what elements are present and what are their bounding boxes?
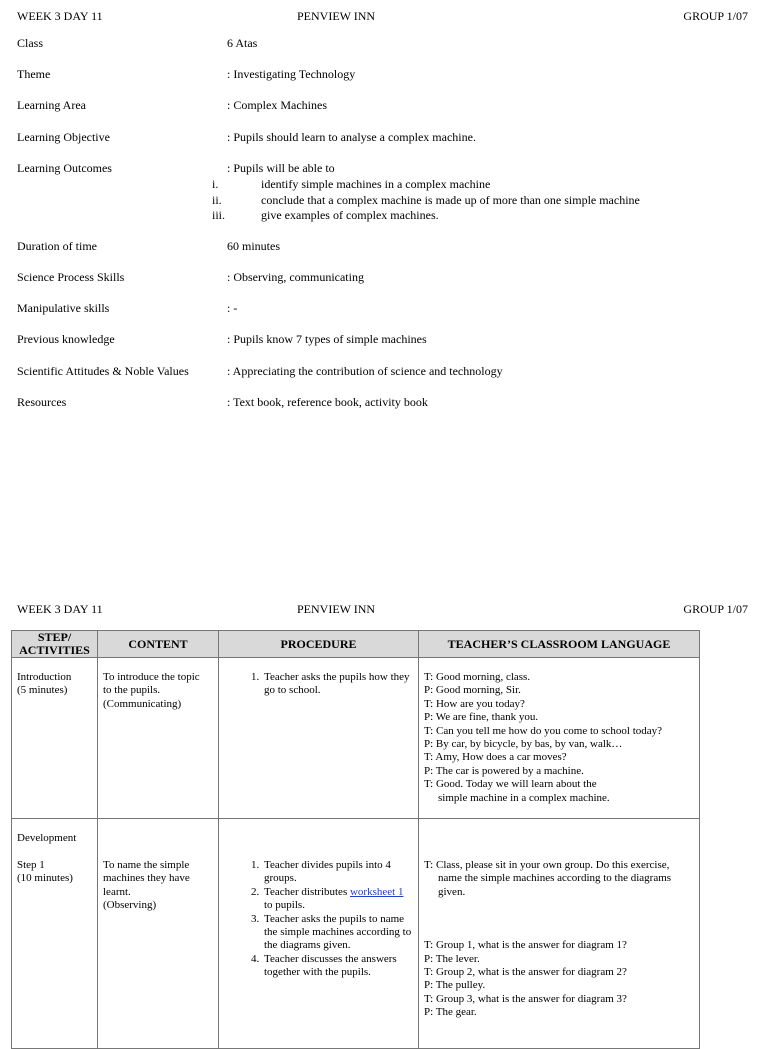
dialogue-line: P: The lever. — [424, 952, 480, 965]
procedure-list — [224, 671, 413, 698]
outcome-number: i. — [212, 177, 219, 191]
dialogue-line: P: The pulley. — [424, 979, 486, 992]
col-header-step: STEP/ ACTIVITIES — [12, 631, 98, 658]
outcome-text: give examples of complex machines. — [261, 208, 439, 222]
field-label: Science Process Skills — [17, 270, 125, 284]
dialogue-line: simple machine in a complex machine. — [438, 791, 610, 804]
dialogue-line: T: How are you today? — [424, 697, 525, 710]
field-value: : Pupils will be able to — [227, 161, 335, 175]
header-group: GROUP 1/07 — [683, 602, 748, 616]
outcome-number: iii. — [212, 208, 226, 222]
content-line: To name the simple — [103, 859, 190, 871]
dialogue-line: P: Good morning, Sir. — [424, 684, 521, 697]
page-header-bottom — [17, 602, 748, 618]
procedure-text: to pupils. — [264, 899, 305, 912]
cell-procedure — [219, 819, 419, 1049]
field-label: Learning Objective — [17, 130, 110, 144]
cell-step — [12, 819, 98, 1049]
cell-step — [12, 658, 98, 819]
col-header-procedure: PROCEDURE — [219, 631, 419, 658]
procedure-item — [262, 886, 413, 913]
dialogue-line: P: We are fine, thank you. — [424, 711, 539, 724]
field-label: Learning Outcomes — [17, 161, 112, 175]
dialogue-line: T: Group 3, what is the answer for diagram 3? — [424, 992, 627, 1005]
field-label: Manipulative skills — [17, 301, 110, 315]
header-week-day: WEEK 3 DAY 11 — [17, 9, 103, 23]
dialogue-line: P: By car, by bicycle, by bas, by van, walk… — [424, 738, 623, 751]
lesson-plan-table — [11, 630, 700, 1049]
content-line: to the pupils. — [103, 684, 161, 697]
step-number: Step 1 — [17, 858, 45, 871]
table-row-introduction — [12, 658, 700, 819]
dialogue-line: P: The gear. — [424, 1006, 477, 1019]
field-value: : Text book, reference book, activity book — [227, 395, 428, 409]
step-duration: (10 minutes) — [17, 872, 73, 885]
field-label: Previous knowledge — [17, 332, 115, 346]
procedure-text: Teacher distributes — [264, 885, 350, 898]
dialogue-line: T: Class, please sit in your own group. Do this exercise, — [424, 859, 670, 871]
procedure-list — [224, 859, 413, 980]
field-value: : - — [227, 301, 238, 315]
dialogue-line: T: Can you tell me how do you come to school today? — [424, 724, 663, 737]
procedure-item: 4. Teacher discusses the answers together with the pupils. — [262, 953, 413, 980]
procedure-item: 1. Teacher divides pupils into 4 groups. — [262, 859, 413, 886]
table-row-development — [12, 819, 700, 1049]
content-line: To introduce the topic — [103, 671, 200, 683]
dialogue-line: T: Good. Today we will learn about the — [424, 778, 597, 791]
step-name: Development — [17, 832, 77, 844]
page-header-top — [17, 9, 748, 25]
cell-language — [419, 658, 700, 819]
field-label: Learning Area — [17, 98, 86, 112]
dialogue-line: given. — [438, 885, 466, 898]
procedure-item: 3. Teacher asks the pupils to name the simple machines according to the diagrams given. — [262, 913, 413, 953]
col-header-language: TEACHER’S CLASSROOM LANGUAGE — [419, 631, 700, 658]
field-value: : Pupils should learn to analyse a complex machine. — [227, 130, 476, 144]
field-label: Theme — [17, 67, 51, 81]
col-header-content: CONTENT — [98, 631, 219, 658]
field-value: 6 Atas — [227, 36, 258, 50]
dialogue-line: P: The car is powered by a machine. — [424, 764, 584, 777]
outcome-text: conclude that a complex machine is made up of more than one simple machine — [261, 192, 640, 207]
header-title: PENVIEW INN — [297, 9, 376, 23]
field-value: 60 minutes — [227, 239, 280, 253]
cell-content — [98, 658, 219, 819]
dialogue-line: T: Group 1, what is the answer for diagram 1? — [424, 939, 627, 952]
content-line: (Communicating) — [103, 697, 182, 710]
content-line: (Observing) — [103, 899, 157, 912]
field-label: Duration of time — [17, 239, 97, 253]
content-line: machines they have — [103, 872, 190, 885]
worksheet-1-link[interactable]: worksheet 1 — [349, 885, 404, 898]
outcome-number: ii. — [212, 192, 222, 207]
field-label: Scientific Attitudes & Noble Values — [17, 364, 189, 378]
cell-language — [419, 819, 700, 1049]
field-label: Class — [17, 36, 44, 50]
header-title: PENVIEW INN — [297, 602, 376, 616]
dialogue-line: name the simple machines according to the diagrams — [438, 872, 672, 885]
step-duration: (5 minutes) — [17, 684, 68, 697]
header-group: GROUP 1/07 — [683, 9, 748, 23]
field-value: : Pupils know 7 types of simple machines — [227, 332, 427, 346]
step-name: Introduction — [17, 671, 72, 683]
field-value: : Appreciating the contribution of science and technology — [227, 364, 503, 378]
field-label: Resources — [17, 395, 67, 409]
field-value: : Complex Machines — [227, 98, 327, 112]
field-value: : Investigating Technology — [227, 67, 356, 81]
dialogue-line: T: Good morning, class. — [424, 671, 531, 683]
header-week-day: WEEK 3 DAY 11 — [17, 602, 103, 616]
cell-procedure — [219, 658, 419, 819]
field-value: : Observing, communicating — [227, 270, 364, 284]
procedure-item: 1. Teacher asks the pupils how they go to school. — [262, 671, 413, 698]
dialogue-line: T: Amy, How does a car moves? — [424, 751, 567, 764]
table-header-row — [12, 631, 700, 658]
cell-content — [98, 819, 219, 1049]
dialogue-line: T: Group 2, what is the answer for diagram 2? — [424, 966, 627, 979]
content-line: learnt. — [103, 885, 131, 898]
outcome-text: identify simple machines in a complex machine — [261, 177, 491, 191]
